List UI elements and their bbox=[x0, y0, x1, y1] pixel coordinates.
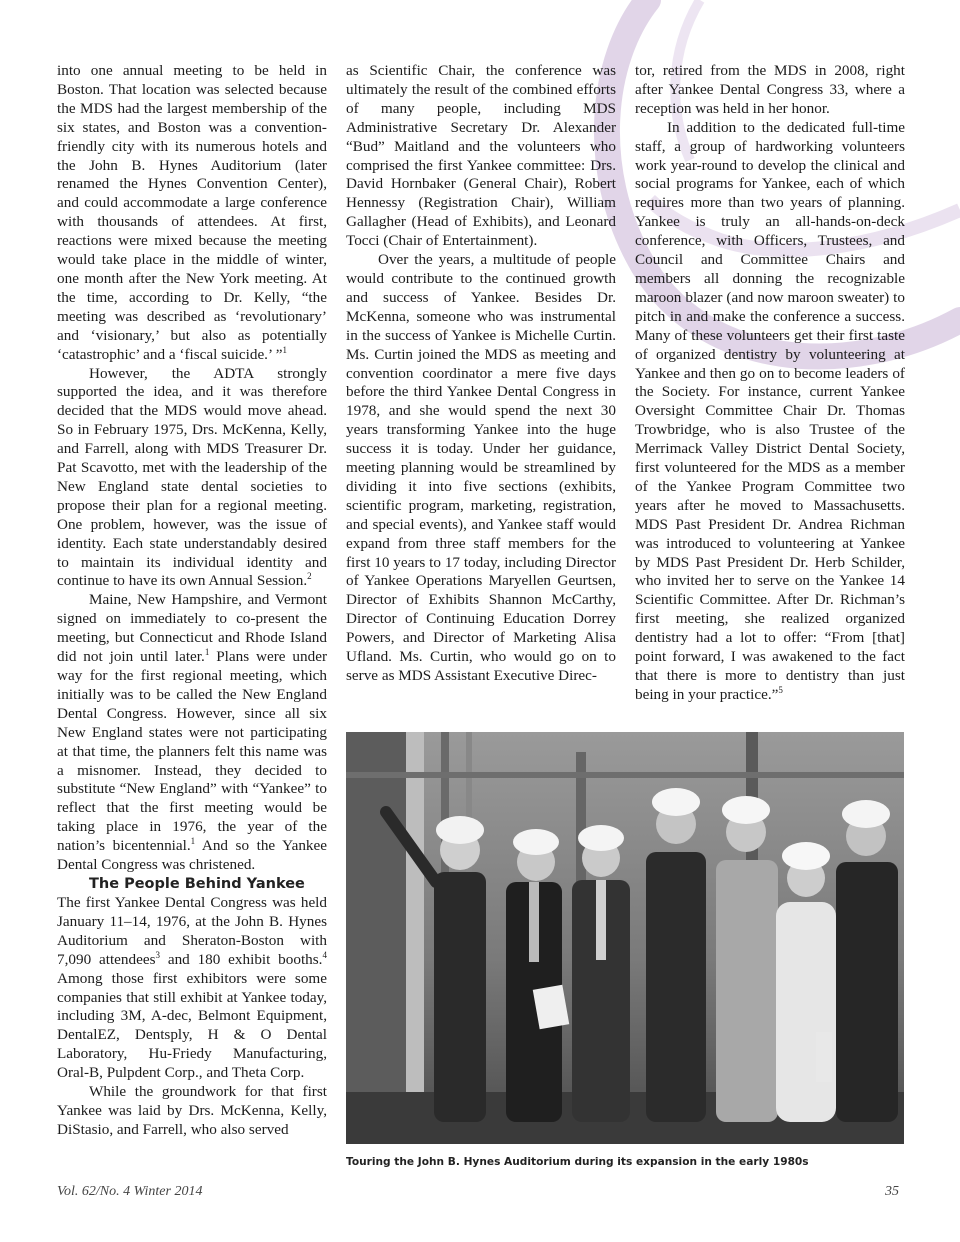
page-number: 35 bbox=[885, 1184, 899, 1199]
paragraph: tor, retired from the MDS in 2008, right after Yankee Dental Congress 33, where a reception was held in her honor. bbox=[635, 62, 905, 117]
paragraph: However, the ADTA strongly supported the idea, and it was therefore decided that the MDS would move ahead. So in February 1975, Drs. McKenna, Kelly, and Farrell, along with MDS Treasurer Dr. Pat Scavotto, met with the leadership of the New England state dental societies to propose their plan for a regional meeting. One problem, however, was the issue of identity. Each state understandably desired to maintain its individual identity and continue to have its own Annual Session.$^2$ bbox=[57, 364, 327, 590]
paragraph: into one annual meeting to be held in Boston. That location was selected because the MDS had the largest membership of the six states, and Boston was a convention-friendly city with its numerous hotels and the John B. Hynes Auditorium (later renamed the Hynes Convention Center), and could accommodate a large conference with thousands of attendees. At first, reactions were mixed because the meeting would take place in the middle of winter, one month after the New York meeting. At the time, according to Dr. Kelly, “the meeting was described as ‘revolutionary’ and ‘visionary,’ but also as potentially ‘catastrophic’ and a ‘fiscal suicide.’ ”$^1$ bbox=[57, 62, 327, 363]
text-column-1 bbox=[57, 62, 327, 1140]
photo-caption: Touring the John B. Hynes Auditorium during its expansion in the early 1980s bbox=[346, 1156, 809, 1168]
paragraph: The first Yankee Dental Congress was held January 11–14, 1976, at the John B. Hynes Auditorium and Sheraton-Boston with 7,090 attendees$^3$ and 180 exhibit booths.$^4$ Among those first exhibitors were some companies that still exhibit at Yankee today, including 3M, A-dec, Belmont Equipment, DentalEZ, Dentsply, H & O Dental Laboratory, Hu-Friedy Manufacturing, Oral-B, Pulpdent Corp., and Theta Corp. bbox=[57, 893, 327, 1082]
paragraph: In addition to the dedicated full-time staff, a group of hardworking volunteers work year-round to develop the clinical and social programs for Yankee, each of which requires more than two years of planning. Yankee is truly an all-hands-on-deck conference, with Officers, Trustees, and Council and Committee Chairs and members all donning the recognizable maroon blazer (and now maroon sweater) to pitch in and make the conference a success. Many of these volunteers get their first taste of organized dentistry by volunteering at Yankee and then go on to become leaders of the Society. For instance, current Yankee Oversight Committee Chair Dr. Thomas Trowbridge, who is also Trustee of the Merrimack Valley District Dental Society, first volunteered for the MDS as a member of the Yankee Program Committee two years after he moved to Massachusetts. MDS Past President Dr. Andrea Richman was introduced to volunteering at Yankee by MDS Past President Dr. Herb Schilder, who invited her to serve on the Yankee 14 Scientific Committee. After Dr. Richman’s first meeting, she realized organized dentistry had a lot to offer: “From [that] point forward, I was awakened to the fact that there is more to dentistry than just being in your practice.”$^5$ bbox=[635, 118, 905, 703]
paragraph: Maine, New Hampshire, and Vermont signed on immediately to co-present the meeting, but Connecticut and Rhode Island did not join until later.$^1$ Plans were under way for the first regional meeting, which initially was to be called the New England Dental Congress. However, since all six New England states were not participating at that time, the planners felt this name was a misnomer. Instead, they decided to substitute “New England” with “Yankee” to reflect that the first meeting would be taking place in 1976, the year of the nation’s bicentennial.$^1$ And so the Yankee Dental Congress was christened. bbox=[57, 591, 327, 874]
text-column-3 bbox=[635, 62, 905, 705]
paragraph: as Scientific Chair, the conference was ultimately the result of the combined efforts of many people, including MDS Administrative Secretary Dr. Alexander “Bud” Maitland and the volunteers who comprised the first Yankee committee: Drs. David Hornbaker (General Chair), Robert Hennessy (Registration Chair), William Gallagher (Head of Exhibits), and Leonard Tocci (Chair of Entertainment). bbox=[346, 62, 616, 250]
text-column-2 bbox=[346, 62, 616, 686]
paragraph: Over the years, a multitude of people would contribute to the continued growth and success of Yankee. Besides Dr. McKenna, someone who was instrumental in the success of Yankee is Michelle Curtin. Ms. Curtin joined the MDS as meeting and convention coordinator a mere five days before the third Yankee Dental Congress in 1978, and she would spend the next 30 years transforming Yankee into the huge success it is today. Under her guidance, meeting planning would be streamlined by dividing it into five sections (exhibits, scientific program, marketing, registration, and special events), and Yankee staff would expand from three staff members for the first 10 years to 17 today, including Director of Yankee Operations Maryellen Geurtsen, Director of Exhibits Shannon McCarthy, Director of Continuing Education Dorrey Powers, and Director of Marketing Alisa Ufland. Ms. Curtin, who would go on to serve as MDS Assistant Executive Direc- bbox=[346, 251, 616, 684]
paragraph: While the groundwork for that first Yankee was laid by Drs. McKenna, Kelly, DiStasio, and Farrell, who also served bbox=[57, 1083, 327, 1138]
section-heading: The People Behind Yankee bbox=[89, 875, 305, 892]
group-photo bbox=[346, 732, 904, 1144]
issue-info: Vol. 62/No. 4 Winter 2014 bbox=[57, 1184, 203, 1199]
